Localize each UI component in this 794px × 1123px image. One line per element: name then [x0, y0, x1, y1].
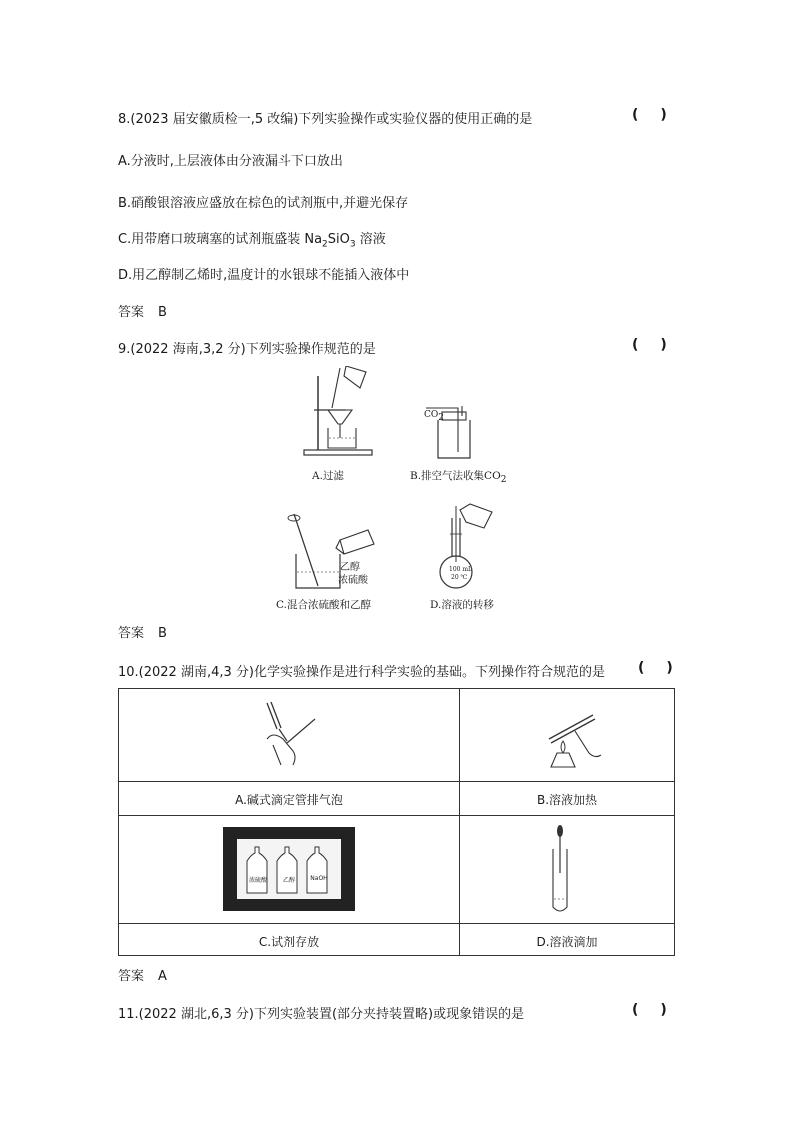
q10-caption-b: B.溶液加热 — [536, 793, 598, 807]
q9-ethanol-label: 乙醇 — [340, 562, 360, 573]
q9-answer — [118, 622, 167, 641]
q9-flask-label-2: 20 ℃ — [451, 574, 468, 581]
q10-table-hdivider-2 — [119, 815, 674, 816]
q9-stem: 9.(2022 海南,3,2 分)下列实验操作规范的是 — [118, 342, 376, 357]
q10-stem: 10.(2022 湖南,4,3 分)化学实验操作是进行科学实验的基础。下列操作符合规范的是 — [118, 665, 605, 680]
q10-table-hdivider-1 — [119, 781, 674, 782]
q8-option-b: B.硝酸银溶液应盛放在棕色的试剂瓶中,并避光保存 — [118, 196, 409, 211]
q9-caption-c: C.混合浓硫酸和乙醇 — [276, 599, 371, 611]
q11-answer-paren: () — [632, 1002, 689, 1018]
q8-option-c-sub2: 3 — [349, 239, 356, 250]
q10-figure-burette — [253, 699, 329, 775]
q8-option-c-post: 溶液 — [355, 232, 386, 247]
q9-co2-text: CO — [424, 410, 439, 420]
q10-figure-heating — [535, 709, 605, 777]
q8-option-c-mid: SiO — [327, 232, 350, 247]
q9-caption-d: D.溶液的转移 — [430, 599, 494, 611]
q8-option-c-pre: C.用带磨口玻璃塞的试剂瓶盛装 Na — [118, 232, 323, 247]
q10-answer-paren: () — [638, 660, 695, 676]
q10-answer-label: 答案 — [118, 969, 145, 984]
q8-stem: 8.(2023 届安徽质检一,5 改编)下列实验操作或实验仪器的使用正确的是 — [118, 112, 533, 127]
q9-co2-label — [424, 410, 444, 423]
q10-caption-a: A.碱式滴定管排气泡 — [235, 793, 343, 807]
q8-answer-value: B — [158, 305, 167, 320]
q10-caption-d: D.溶液滴加 — [536, 935, 598, 949]
q8-option-c — [118, 228, 386, 250]
q9-caption-b-text: B.排空气法收集CO — [410, 470, 501, 482]
q10-figure-cabinet — [223, 827, 355, 911]
q10-table-vdivider — [459, 689, 460, 955]
q9-caption-b — [410, 468, 506, 485]
q10-table — [118, 688, 675, 956]
q10-cabinet-bottles — [241, 843, 337, 895]
q9-flask-label-1: 100 mL — [449, 566, 473, 573]
q9-answer-paren: () — [632, 337, 689, 353]
q8-answer-label: 答案 — [118, 305, 145, 320]
q10-bottle-label-2: 乙醇 — [282, 877, 295, 884]
q10-answer-value: A — [158, 969, 167, 984]
q8-answer-paren: () — [632, 107, 689, 123]
q10-answer — [118, 965, 167, 984]
q9-acid-label: 浓硫酸 — [338, 575, 368, 586]
q9-figure-filtration — [300, 366, 378, 458]
q9-answer-value: B — [158, 626, 167, 641]
q8-option-c-sub1: 2 — [322, 239, 328, 250]
q8-answer — [118, 301, 167, 320]
q9-answer-label: 答案 — [118, 626, 145, 641]
q8-option-a: A.分液时,上层液体由分液漏斗下口放出 — [118, 154, 343, 169]
q10-figure-dropper — [545, 823, 575, 917]
q10-caption-c: C.试剂存放 — [258, 935, 320, 949]
q8-option-d: D.用乙醇制乙烯时,温度计的水银球不能插入液体中 — [118, 268, 410, 283]
q10-bottle-label-3: NaOH — [310, 875, 328, 882]
q11-stem: 11.(2022 湖北,6,3 分)下列实验装置(部分夹持装置略)或现象错误的是 — [118, 1007, 525, 1022]
q9-caption-a: A.过滤 — [312, 470, 344, 482]
q9-co2-sub: 2 — [438, 412, 444, 423]
q10-table-hdivider-3 — [119, 923, 674, 924]
q9-caption-b-sub: 2 — [500, 475, 507, 486]
q10-bottle-label-1: 浓硫酸 — [248, 877, 267, 884]
